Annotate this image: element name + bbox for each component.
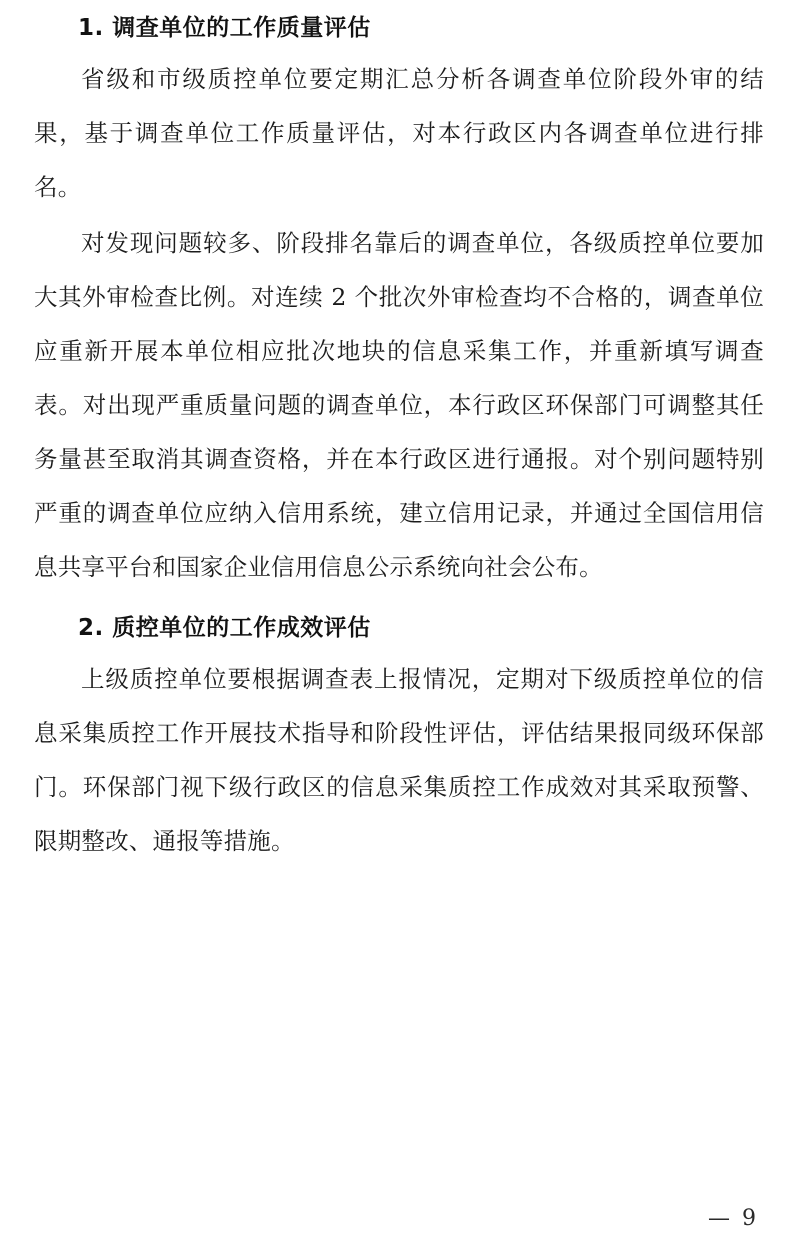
page-number bbox=[708, 1206, 758, 1231]
document-body bbox=[34, 8, 764, 868]
page-number-value: 9 bbox=[742, 1206, 758, 1231]
paragraph-1-1: 省级和市级质控单位要定期汇总分析各调查单位阶段外审的结果，基于调查单位工作质量评估，对本行政区内各调查单位进行排名。 bbox=[34, 65, 764, 201]
section-heading-2: 2. 质控单位的工作成效评估 bbox=[78, 615, 371, 641]
page-footer bbox=[0, 1197, 800, 1237]
paragraph-2-1: 上级质控单位要根据调查表上报情况，定期对下级质控单位的信息采集质控工作开展技术指导和阶段性评估，评估结果报同级环保部门。环保部门视下级行政区的信息采集质控工作成效对其采取预警、限期整改、通报等措施。 bbox=[34, 665, 764, 855]
page-number-dash: — bbox=[708, 1206, 732, 1231]
section-heading-1: 1. 调查单位的工作质量评估 bbox=[78, 15, 371, 41]
paragraph-1-2: 对发现问题较多、阶段排名靠后的调查单位，各级质控单位要加大其外审检查比例。对连续 2 个批次外审检查均不合格的，调查单位应重新开展本单位相应批次地块的信息采集工作，并重新填写调查表。对出现严重质量问题的调查单位，本行政区环保部门可调整其任务量甚至取消其调查资格，并在本行政区进行通报。对个别问题特别严重的调查单位应纳入信用系统，建立信用记录，并通过全国信用信息共享平台和国家企业信用信息公示系统向社会公布。 bbox=[34, 229, 764, 581]
